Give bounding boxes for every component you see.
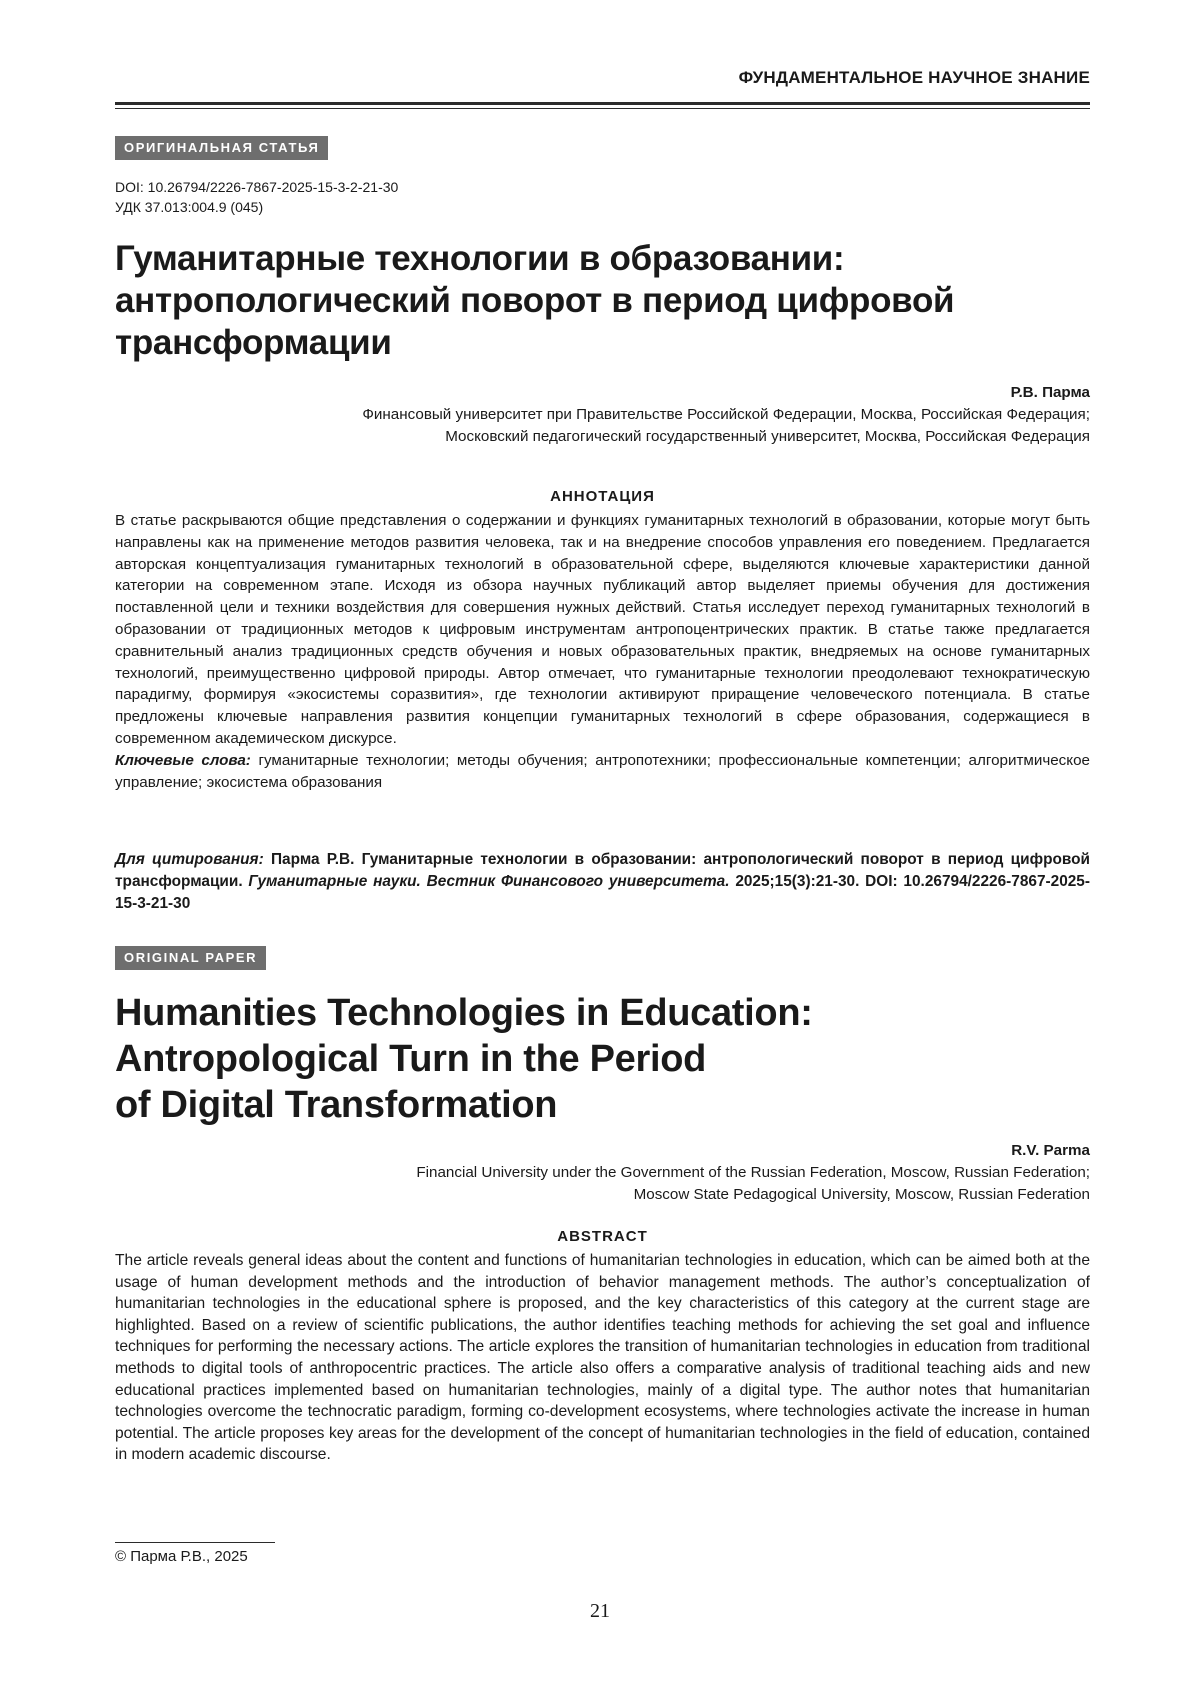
citation-journal: Гуманитарные науки. Вестник Финансового университета. [248,873,729,890]
header-rule-thick [115,102,1090,105]
footnote-rule [115,1542,275,1543]
citation-label: Для цитирования: [115,851,264,868]
doi-line: DOI: 10.26794/2226-7867-2025-15-3-2-21-30 [115,178,398,197]
article-title-ru: Гуманитарные технологии в образовании: антропологический поворот в период цифровой трансформации [115,238,1075,364]
article-type-badge-en: ORIGINAL PAPER [115,946,266,970]
title-en-line-1: Humanities Technologies in Education: [115,992,813,1034]
article-type-badge-ru: ОРИГИНАЛЬНАЯ СТАТЬЯ [115,136,328,160]
affiliation-en-2: Moscow State Pedagogical University, Moscow, Russian Federation [416,1184,1090,1206]
title-en-line-2: Antropological Turn in the Period [115,1038,706,1080]
citation-block [115,849,1090,915]
article-title-en [115,990,1075,1128]
author-name-ru: Р.В. Парма [362,382,1090,404]
keywords-label-ru: Ключевые слова: [115,752,251,769]
abstract-text-ru [115,510,1090,793]
author-name-en: R.V. Parma [416,1140,1090,1162]
affiliation-ru-2: Московский педагогический государственный университет, Москва, Российская Федерация [362,426,1090,448]
citation-main: Парма Р.В. Гуманитарные технологии в образовании: антропологический поворот в период цифровой трансформации. [115,851,1090,890]
affiliation-en-1: Financial University under the Government of the Russian Federation, Moscow, Russian Federation; [416,1162,1090,1184]
page-number: 21 [0,1600,1200,1623]
keywords-ru: гуманитарные технологии; методы обучения; антропотехники; профессиональные компетенции; алгоритмическое управление; экосистема образования [115,752,1090,791]
header-rule-thin [115,108,1090,109]
author-block-ru [362,382,1090,448]
citation-tail: 2025;15(3):21-30. DOI: 10.26794/2226-7867-2025-15-3-21-30 [115,873,1090,912]
copyright-note: © Парма Р.В., 2025 [115,1548,248,1565]
abstract-heading-en: ABSTRACT [115,1228,1090,1245]
abstract-heading-ru: АННОТАЦИЯ [115,488,1090,505]
author-block-en [416,1140,1090,1206]
title-en-line-3: of Digital Transformation [115,1084,557,1126]
affiliation-ru-1: Финансовый университет при Правительстве Российской Федерации, Москва, Российская Федерация; [362,404,1090,426]
running-head: ФУНДАМЕНТАЛЬНОЕ НАУЧНОЕ ЗНАНИЕ [739,68,1090,88]
abstract-text-en: The article reveals general ideas about the content and functions of humanitarian technologies in education, which can be aimed both at the usage of human development methods and the introduction of behavior management methods. The author’s conceptualization of humanitarian technologies in the educational sphere is proposed, and the key characteristics of this category at the current stage are highlighted. Based on a review of scientific publications, the author identifies teaching methods for achieving the set goal and influence techniques for performing the necessary actions. The article explores the transition of humanitarian technologies in education from traditional methods to digital tools of anthropocentric practices. The article also offers a comparative analysis of traditional teaching aids and new educational practices implemented based on humanitarian technologies, mainly of a digital type. The author notes that humanitarian technologies overcome the technocratic paradigm, forming co-development ecosystems, where technologies activate the increase in human potential. The article proposes key areas for the development of the concept of humanitarian technologies in the field of education, contained in modern academic discourse. [115,1250,1090,1466]
abstract-body-ru: В статье раскрываются общие представления о содержании и функциях гуманитарных технологий в образовании, которые могут быть направлены как на применение методов развития человека, так и на внедрение способов управления его поведением. Предлагается авторская концептуализация гуманитарных технологий в образовательной сфере, выделяются ключевые характеристики данной категории на современном этапе. Исходя из обзора научных публикаций автор выделяет приемы обучения для достижения поставленной цели и техники воздействия для совершения нужных действий. Статья исследует переход гуманитарных технологий в образовании от традиционных методов к цифровым инструментам антропоцентрических практик. В статье также предлагается сравнительный анализ традиционных средств обучения и новых образовательных практик, внедряемых на основе гуманитарных технологий, преимущественно цифровой природы. Автор отмечает, что гуманитарные технологии преодолевают технократическую парадигму, формируя «экосистемы соразвития», где технологии активируют приращение человеческого потенциала. В статье предложены ключевые направления развития концепции гуманитарных технологий в сфере образования, содержащиеся в современном академическом дискурсе. [115,512,1090,747]
journal-page [0,0,1200,1697]
udk-line: УДК 37.013:004.9 (045) [115,198,263,217]
